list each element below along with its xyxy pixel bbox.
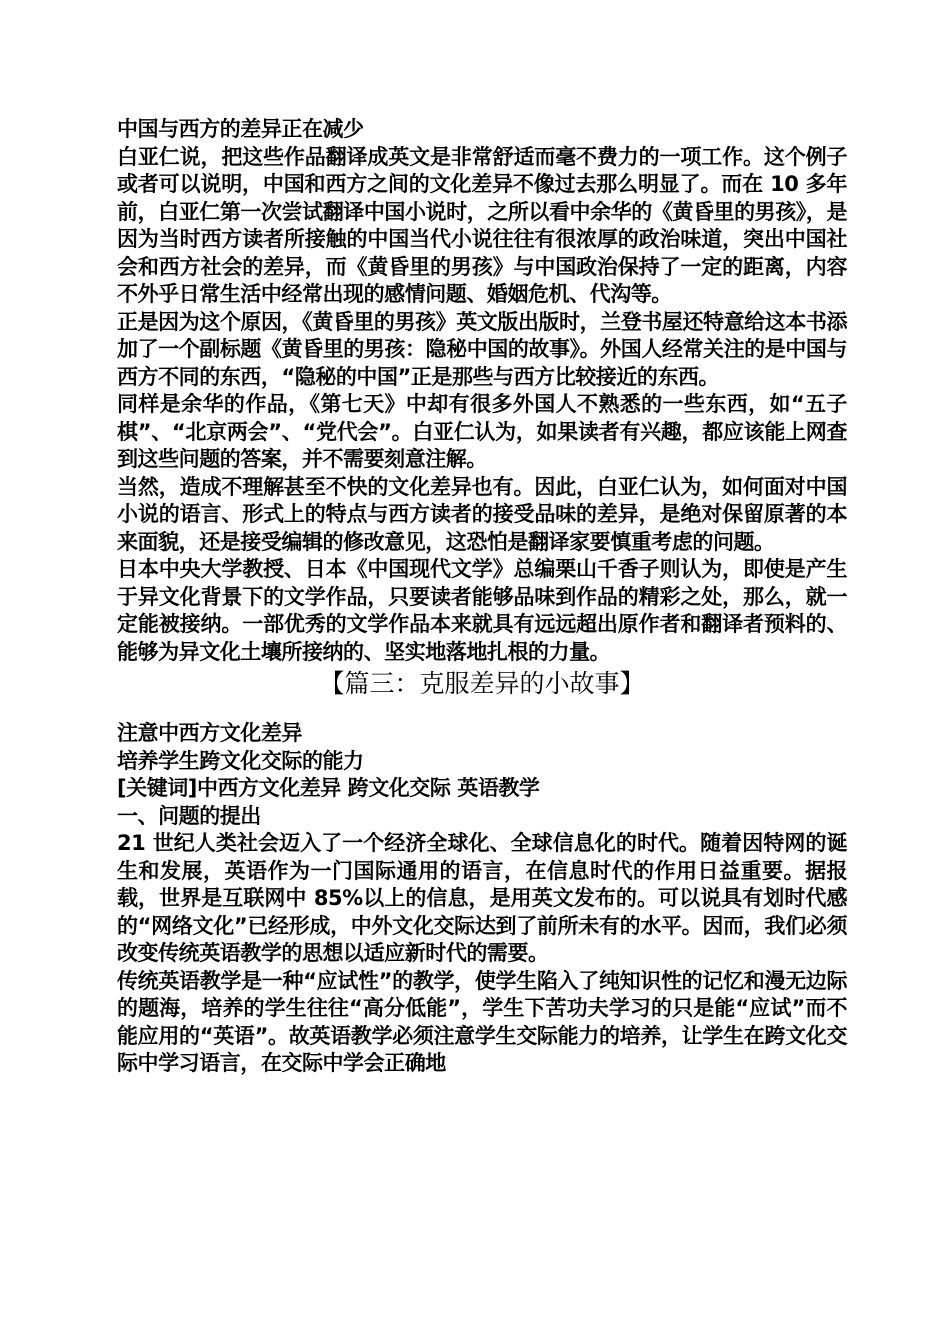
- paragraph: 日本中央大学教授、日本《中国现代文学》总编栗山千香子则认为，即使是产生于异文化背景下的文学作品，只要读者能够品味到作品的精彩之处，那么，就一定能被接纳。一部优秀的文学作品本来就具有远远超出原作者和翻译者预料的、能够为异文化土壤所接纳的、坚实地落地扎根的力量。: [117, 557, 847, 664]
- paragraph: 当然，造成不理解甚至不快的文化差异也有。因此，白亚仁认为，如何面对中国小说的语言、形式上的特点与西方读者的接受品味的差异，是绝对保留原著的本来面貌，还是接受编辑的修改意见，这恐怕是翻译家要慎重考虑的问题。: [117, 474, 847, 554]
- paragraph: 正是因为这个原因，《黄昏里的男孩》英文版出版时，兰登书屋还特意给这本书添加了一个副标题《黄昏里的男孩：隐秘中国的故事》。外国人经常关注的是中国与西方不同的东西，“隐秘的中国”正是那些与西方比较接近的东西。: [117, 309, 847, 389]
- keywords-line: [关键词]中西方文化差异 跨文化交际 英语教学: [117, 776, 540, 800]
- subheading: 一、问题的提出: [117, 803, 261, 828]
- section-title: 【篇三：克服差异的小故事】: [319, 669, 645, 698]
- article-title: 中国与西方的差异正在减少: [117, 117, 364, 141]
- paragraph: 白亚仁说，把这些作品翻译成英文是非常舒适而毫不费力的一项工作。这个例子或者可以说明，中国和西方之间的文化差异不像过去那么明显了。而在 10 多年前，白亚仁第一次尝试翻译中国小说时，之所以看中余华的《黄昏里的男孩》，是因为当时西方读者所接触的中国当代小说往往有很浓厚的政治味道，突出中国社会和西方社会的差异，而《黄昏里的男孩》与中国政治保持了一定的距离，内容不外乎日常生活中经常出现的感情问题、婚姻危机、代沟等。: [117, 144, 847, 306]
- document-page: [117, 116, 847, 1078]
- essay-title-line-1: 注意中西方文化差异: [117, 721, 302, 745]
- paragraph: 同样是余华的作品，《第七天》中却有很多外国人不熟悉的一些东西，如“五子棋”、“北京两会”、“党代会”。白亚仁认为，如果读者有兴趣，都应该能上网查到这些问题的答案，并不需要刻意注解。: [117, 392, 847, 471]
- paragraph: 传统英语教学是一种“应试性”的教学，使学生陷入了纯知识性的记忆和漫无边际的题海，培养的学生往往“高分低能”，学生下苦功夫学习的只是能“应试”而不能应用的“英语”。故英语教学必须注意学生交际能力的培养，让学生在跨文化交际中学习语言，在交际中学会正确地: [117, 968, 847, 1075]
- essay-title-line-2: 培养学生跨文化交际的能力: [117, 748, 364, 773]
- paragraph: 21 世纪人类社会迈入了一个经济全球化、全球信息化的时代。随着因特网的诞生和发展，英语作为一门国际通用的语言，在信息时代的作用日益重要。据报载，世界是互联网中 85%以上的信息，是用英文发布的。可以说具有划时代感的“网络文化”已经形成，中外文化交际达到了前所未有的水平。因而，我们必须改变传统英语教学的思想以适应新时代的需要。: [117, 831, 847, 965]
